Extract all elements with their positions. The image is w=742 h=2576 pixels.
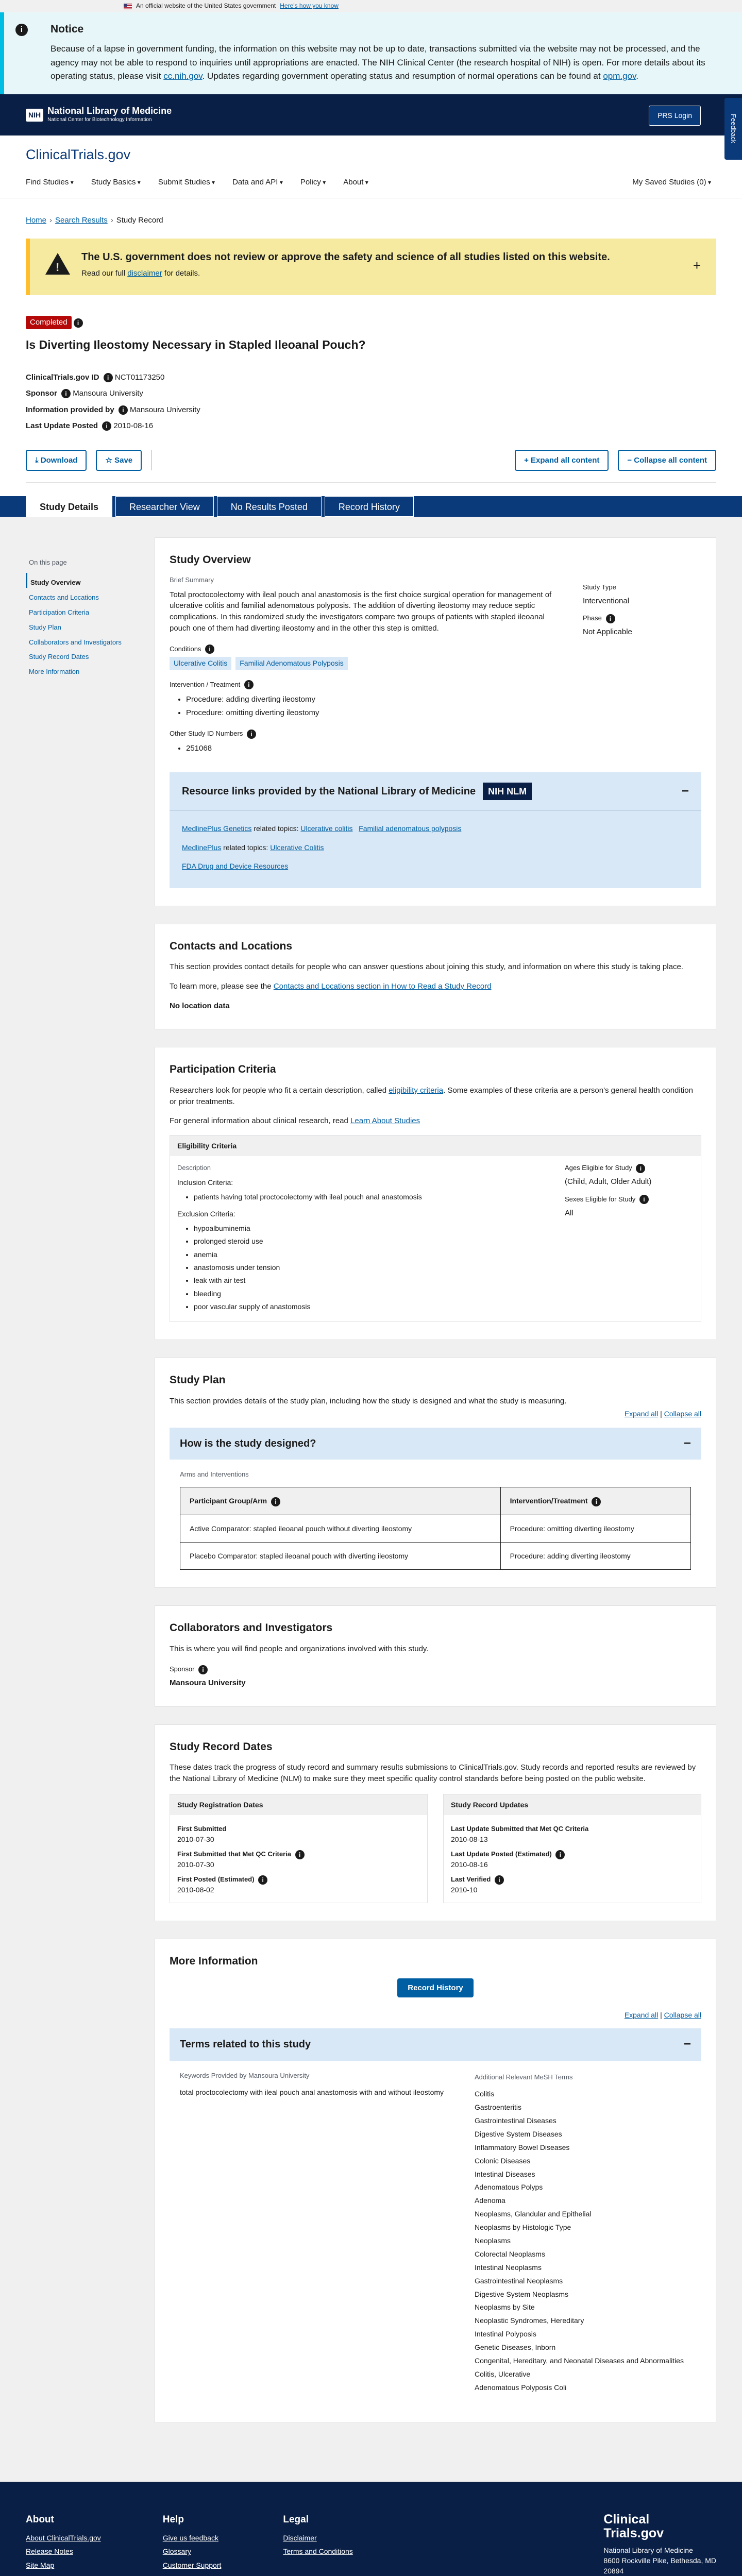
- alert-title: The U.S. government does not review or approve the safety and science of all studies listed on this website.: [81, 251, 610, 263]
- ages-label: Ages Eligible for Study i: [565, 1163, 694, 1173]
- registration-dates: Study Registration Dates First Submitted 2010-07-30 First Submitted that Met QC Criteria i 2010-07-30 First Posted (Estimated) i 2010-08-02: [170, 1794, 428, 1903]
- list-item: • leak with air test: [194, 1275, 565, 1285]
- list-item: • bleeding: [194, 1289, 565, 1299]
- collaborators: [155, 1605, 716, 1707]
- study-tabs: [0, 496, 742, 517]
- tab-researcher-view[interactable]: Researcher View: [115, 496, 214, 517]
- sexes: All: [565, 1208, 574, 1217]
- more-information: More Information Record History Expand all | Collapse all Terms related to this study − Keywords Provided by Mansoura University total proctocolectomy with ileal pouch anal anastomosis with and without ileostomy Additional Relevant MeSH Terms Colitis Gastroenteritis Gastrointestinal Diseases Digestive System Diseases Inflammatory Bowel Diseases Colonic Diseases Intestinal Diseases Adenomatous Polyps Adenoma Neoplasms, Glandular and Epithelial Neoplasms by Histologic Type Neoplasms Colorectal Neoplasms Intestinal Neoplasms Gastrointestinal Neoplasms Digestive System Neoplasms Neoplasms by Site Neoplastic Syndromes, Hereditary Intestinal Polyposis Genetic Diseases, Inborn Congenital, Hereditary, and Neonatal Diseases and Abnormalities Colitis, Ulcerative Adenomatous Polyposis Coli: [155, 1939, 716, 2423]
- eligibility-link[interactable]: eligibility criteria: [389, 1086, 444, 1095]
- footer-link[interactable]: Disclaimer: [283, 2534, 317, 2543]
- medlineplus-link[interactable]: MedlinePlus: [182, 843, 222, 852]
- cc-nih-link[interactable]: cc.nih.gov: [163, 71, 203, 81]
- clinicaltrials-logo[interactable]: ClinicalTrials.gov: [26, 147, 131, 163]
- mesh-term: Colitis, Ulcerative: [475, 2369, 531, 2378]
- mesh-term: Adenomatous Polyposis Coli: [475, 2383, 567, 2392]
- phase-label: Phase i: [583, 614, 701, 623]
- section-desc: This section provides contact details for people who can answer questions about joining this study, and information on where this study is taking place.: [170, 962, 683, 972]
- section-title: Study Record Dates: [170, 1740, 273, 1753]
- mesh-term: Digestive System Neoplasms: [475, 2290, 569, 2298]
- mesh-term: Gastrointestinal Neoplasms: [475, 2276, 563, 2285]
- mesh-term: Intestinal Diseases: [475, 2170, 535, 2178]
- info-icon[interactable]: i: [258, 1875, 267, 1885]
- collapse-resources-button[interactable]: −: [681, 784, 689, 798]
- study-plan: Study Plan This section provides details of the study plan, including how the study is designed and what the study is measuring. Expand all | Collapse all How is the study designed? − Arms and Interventions Participant Group/Arm i Intervention/Treatment i Active Comparator: stapled ileoanal pouch without diverting ileostomy Procedure: omitting diverting ileostomy Placebo Comparator: stapled ileoanal pouch with diverting ileostomy Procedure: adding diverting ileostomy: [155, 1358, 716, 1588]
- mesh-label: Additional Relevant MeSH Terms: [475, 2073, 573, 2081]
- info-icon[interactable]: i: [295, 1850, 305, 1859]
- mesh-term: Gastroenteritis: [475, 2103, 522, 2112]
- description-label: Description: [177, 1164, 211, 1172]
- opm-link[interactable]: opm.gov: [603, 71, 636, 81]
- footer-link[interactable]: Give us feedback: [162, 2534, 218, 2543]
- gov-banner-text: An official website of the United States government: [136, 2, 276, 10]
- notice-body: Because of a lapse in government funding, the information on this website may not be up to date, transactions submitted via the website may not be processed, and the agency may not be able to respond to inquiries until appropriations are enacted. The NIH Clinical Center (the research hospital of NIH) is open. For more details about its operating status, please visit cc.nih.gov. Updates regarding government operating status and resumption of normal operations can be found at opm.gov.: [50, 44, 705, 81]
- general-info: For general information about clinical research, read Learn About Studies: [170, 1116, 420, 1126]
- us-flag-icon: [124, 4, 132, 9]
- info-icon[interactable]: i: [119, 405, 128, 415]
- breadcrumb-search-results[interactable]: Search Results: [55, 216, 108, 225]
- tab-study-details[interactable]: Study Details: [26, 496, 112, 517]
- section-title: More Information: [170, 1955, 258, 1967]
- section-title: Collaborators and Investigators: [170, 1622, 333, 1634]
- section-title: Study Overview: [170, 554, 251, 566]
- prs-login-button[interactable]: PRS Login: [649, 106, 701, 125]
- no-location: No location data: [170, 1001, 230, 1010]
- resource-title: Resource links provided by the National Library of Medicine: [182, 785, 476, 797]
- mesh-term: Neoplasms by Histologic Type: [475, 2223, 571, 2232]
- info-icon[interactable]: i: [495, 1875, 504, 1885]
- section-desc: This is where you will find people and organizations involved with this study.: [170, 1644, 429, 1653]
- expand-alert-button[interactable]: +: [693, 258, 701, 274]
- mesh-term: Neoplasms, Glandular and Epithelial: [475, 2210, 592, 2218]
- site-footer: [0, 2482, 742, 2576]
- topic-link[interactable]: Ulcerative Colitis: [270, 843, 324, 852]
- mesh-term: Neoplasms: [475, 2236, 511, 2245]
- table-row: Placebo Comparator: stapled ileoanal pouch with diverting ileostomy Procedure: adding diverting ileostomy: [180, 1542, 691, 1569]
- list-item: • prolonged steroid use: [194, 1236, 565, 1246]
- fda-resources-link[interactable]: FDA Drug and Device Resources: [182, 862, 289, 871]
- mesh-term: Inflammatory Bowel Diseases: [475, 2143, 570, 2151]
- list-item: • Procedure: omitting diverting ileostomy: [186, 707, 562, 719]
- eligibility-box: [170, 1135, 701, 1322]
- breadcrumb: Home › Search Results › Study Record: [26, 216, 163, 225]
- footer-logo-address: Clinical Trials.gov National Library of Medicine 8600 Rockville Pike, Bethesda, MD 20894: [603, 2512, 716, 2575]
- footer-help-heading: Help: [162, 2514, 184, 2525]
- nct-id: NCT01173250: [114, 372, 165, 382]
- phase: Not Applicable: [583, 628, 632, 637]
- nav-about[interactable]: About ▾: [343, 177, 368, 188]
- list-item: • anemia: [194, 1249, 565, 1260]
- expand-all-link[interactable]: Expand all: [624, 1410, 659, 1418]
- sponsor-name: Mansoura University: [170, 1679, 246, 1688]
- study-type-label: Study Type: [583, 583, 616, 591]
- topic-link[interactable]: Ulcerative colitis: [300, 824, 353, 833]
- nav-study-basics[interactable]: Study Basics ▾: [91, 177, 141, 188]
- learn-about-studies-link[interactable]: Learn About Studies: [350, 1116, 420, 1126]
- info-icon[interactable]: i: [592, 1497, 601, 1506]
- sexes-label: Sexes Eligible for Study i: [565, 1195, 694, 1205]
- mesh-term: Colonic Diseases: [475, 2156, 531, 2165]
- toc-collaborators[interactable]: Collaborators and Investigators: [29, 638, 122, 646]
- study-type: Interventional: [583, 596, 630, 605]
- info-icon[interactable]: i: [247, 730, 256, 739]
- info-icon[interactable]: i: [639, 1195, 649, 1204]
- mesh-term: Congenital, Hereditary, and Neonatal Diseases and Abnormalities: [475, 2356, 684, 2365]
- funding-notice: [0, 12, 742, 94]
- table-header: Participant Group/Arm i: [180, 1487, 501, 1515]
- nav-find-studies[interactable]: Find Studies ▾: [26, 177, 74, 188]
- study-body: [0, 517, 742, 2481]
- collapse-all-button[interactable]: − Collapse all content: [618, 450, 716, 471]
- warning-icon: [45, 253, 70, 275]
- disclaimer-link[interactable]: disclaimer: [127, 269, 162, 278]
- contacts-locations: [155, 924, 716, 1030]
- toc-more-info[interactable]: More Information: [29, 668, 80, 676]
- info-icon[interactable]: i: [636, 1164, 645, 1173]
- section-title: Participation Criteria: [170, 1063, 276, 1076]
- keywords: total proctocolectomy with ileal pouch anal anastomosis with and without ileostomy: [180, 2088, 444, 2096]
- arms-table: [180, 1487, 691, 1570]
- collapse-all-link[interactable]: Collapse all: [664, 2011, 701, 2020]
- record-history-button[interactable]: Record History: [397, 1978, 474, 1997]
- gov-banner: [0, 0, 742, 12]
- info-icon[interactable]: i: [205, 645, 214, 654]
- nih-nlm-logo: NIH NLM: [483, 783, 532, 800]
- brief-summary-label: Brief Summary: [170, 575, 214, 584]
- heres-how-link[interactable]: Here's how you know: [280, 2, 339, 10]
- inclusion-label: Inclusion Criteria:: [177, 1178, 233, 1187]
- info-icon[interactable]: i: [61, 389, 71, 398]
- arms-label: Arms and Interventions: [180, 1470, 249, 1479]
- accordion-title: Terms related to this study: [180, 2039, 311, 2050]
- toc-study-plan[interactable]: Study Plan: [29, 623, 61, 631]
- footer-link[interactable]: About ClinicalTrials.gov: [26, 2534, 101, 2543]
- footer-link[interactable]: Site Map: [26, 2561, 55, 2569]
- expand-all-button[interactable]: + Expand all content: [515, 450, 609, 471]
- collapse-icon[interactable]: −: [683, 2037, 691, 2052]
- info-icon[interactable]: i: [198, 1665, 208, 1674]
- ages: (Child, Adult, Older Adult): [565, 1177, 652, 1187]
- study-header: [0, 295, 742, 483]
- collapse-icon[interactable]: −: [683, 1436, 691, 1450]
- save-button[interactable]: ☆ Save: [96, 450, 142, 471]
- footer-link[interactable]: Customer Support: [162, 2561, 222, 2569]
- toc-study-overview[interactable]: Study Overview: [30, 579, 81, 587]
- exclusion-list: [194, 1223, 565, 1312]
- last-update-date: 2010-08-16: [113, 421, 154, 431]
- study-facts: [583, 575, 701, 757]
- status-badge: Completed: [26, 316, 72, 329]
- participation-criteria: [155, 1047, 716, 1340]
- nih-logo[interactable]: NIH: [26, 109, 43, 121]
- section-desc: Researchers look for people who fit a certain description, called eligibility criteria. Some examples of these criteria are a person's general health condition or prior treatments.: [170, 1086, 693, 1106]
- info-icon[interactable]: i: [104, 373, 113, 382]
- provider-name: Mansoura University: [130, 405, 200, 414]
- mesh-term: Genetic Diseases, Inborn: [475, 2343, 556, 2352]
- breadcrumb-current: Study Record: [116, 216, 163, 225]
- mesh-term: Intestinal Polyposis: [475, 2330, 536, 2338]
- disclaimer-alert: [26, 239, 716, 295]
- study-design-accordion[interactable]: [170, 1428, 701, 1460]
- info-icon[interactable]: i: [244, 680, 254, 689]
- table-header: Intervention/Treatment i: [500, 1487, 690, 1515]
- mesh-term: Intestinal Neoplasms: [475, 2263, 542, 2272]
- toc-heading: On this page: [29, 558, 67, 567]
- study-meta: ClinicalTrials.gov ID i NCT01173250 Sponsor i Mansoura University Information provided by i Mansoura University Last Update Posted i 2010-08-16: [26, 372, 200, 431]
- record-updates: Study Record Updates Last Update Submitted that Met QC Criteria 2010-08-13 Last Update Posted (Estimated) i 2010-08-16 Last Verified i 2010-10: [443, 1794, 701, 1903]
- list-item: • poor vascular supply of anastomosis: [194, 1301, 565, 1312]
- nlm-resource-links: Resource links provided by the National Library of Medicine NIH NLM − MedlinePlus Genetics related topics: Ulcerative colitis Familial adenomatous polyposis MedlinePlus related topics: Ulcerative Colitis FDA Drug and Device Resources: [170, 772, 701, 888]
- page-toc: [26, 537, 134, 2440]
- mesh-term: Gastrointestinal Diseases: [475, 2116, 556, 2125]
- nlm-header: [0, 94, 742, 135]
- medlineplus-genetics-link[interactable]: MedlinePlus Genetics: [182, 824, 252, 833]
- alert-body: Read our full disclaimer for details.: [81, 269, 200, 278]
- my-saved-studies[interactable]: My Saved Studies (0) ▾: [632, 177, 711, 188]
- nlm-title[interactable]: National Library of Medicine National Center for Biotechnology Information: [47, 106, 172, 123]
- eligibility-title: Eligibility Criteria: [170, 1136, 701, 1156]
- accordion-title: How is the study designed?: [180, 1437, 316, 1449]
- breadcrumb-home[interactable]: Home: [26, 216, 47, 225]
- footer-link[interactable]: Terms and Conditions: [283, 2547, 353, 2556]
- nav-data-api[interactable]: Data and API ▾: [232, 177, 283, 188]
- exclusion-label: Exclusion Criteria:: [177, 1209, 235, 1218]
- nav-policy[interactable]: Policy ▾: [300, 177, 326, 188]
- info-icon[interactable]: i: [555, 1850, 565, 1859]
- sponsor-label: Sponsor i: [170, 1665, 701, 1674]
- study-overview: [155, 537, 716, 906]
- other-id-label: Other Study ID Numbers i: [170, 729, 562, 739]
- list-item: • Procedure: adding diverting ileostomy: [186, 694, 562, 705]
- info-icon: i: [15, 24, 28, 36]
- terms-accordion[interactable]: [170, 2028, 701, 2061]
- expand-all-link[interactable]: Expand all: [624, 2011, 659, 2020]
- toc-participation[interactable]: Participation Criteria: [29, 608, 90, 616]
- info-icon[interactable]: i: [606, 614, 615, 623]
- footer-about-heading: About: [26, 2514, 54, 2525]
- section-desc: These dates track the progress of study record and summary results submissions to ClinicalTrials.gov. Study records and reported results are reviewed by the National Library of Medicine (NLM) to make sure they meet specific quality control standards before being posted on the public website.: [170, 1763, 696, 1784]
- tab-no-results[interactable]: No Results Posted: [217, 496, 322, 517]
- download-button[interactable]: ⤓ Download: [26, 450, 87, 471]
- topic-link[interactable]: Familial adenomatous polyposis: [359, 824, 462, 833]
- info-icon[interactable]: i: [102, 421, 111, 431]
- list-item: • patients having total proctocolectomy with ileal pouch anal anastomosis: [194, 1192, 565, 1202]
- mesh-term: Neoplastic Syndromes, Hereditary: [475, 2316, 584, 2325]
- brief-summary: Total proctocolectomy with ileal pouch anal anastomosis is the first choice surgical operation for management of ulcerative colitis and familial adenomatous polyposis. The addition of diverting ileostomy may reduce septic complications. In this randomized study the investigators compare two groups of patients with stapled ileoanal pouch one of them had diverting ileostomy and in the other this step is omitted.: [170, 590, 552, 633]
- site-header: [0, 135, 742, 198]
- mesh-terms: [475, 2071, 691, 2395]
- section-desc: This section provides details of the study plan, including how the study is designed and what the study is measuring.: [170, 1396, 567, 1405]
- intervention-list: [186, 694, 562, 719]
- mesh-term: Adenomatous Polyps: [475, 2183, 543, 2192]
- nav-submit-studies[interactable]: Submit Studies ▾: [158, 177, 215, 188]
- conditions-label: Conditions i: [170, 645, 562, 654]
- collapse-all-link[interactable]: Collapse all: [664, 1410, 701, 1418]
- mesh-term: Colorectal Neoplasms: [475, 2249, 545, 2258]
- table-row: Active Comparator: stapled ileoanal pouch without diverting ileostomy Procedure: omitting diverting ileostomy: [180, 1515, 691, 1542]
- list-item: • hypoalbuminemia: [194, 1223, 565, 1233]
- section-title: Contacts and Locations: [170, 940, 293, 952]
- how-to-read-link[interactable]: Contacts and Locations section in How to Read a Study Record: [273, 981, 492, 991]
- condition-chip[interactable]: Familial Adenomatous Polyposis: [235, 657, 348, 669]
- toc-record-dates[interactable]: Study Record Dates: [29, 653, 89, 661]
- mesh-term: Digestive System Diseases: [475, 2129, 562, 2138]
- mesh-term: Adenoma: [475, 2196, 505, 2205]
- info-icon[interactable]: i: [74, 318, 83, 328]
- intervention-label: Intervention / Treatment i: [170, 680, 562, 690]
- section-title: Study Plan: [170, 1374, 226, 1386]
- main-nav: [26, 177, 716, 188]
- tab-record-history[interactable]: Record History: [325, 496, 414, 517]
- learn-more: To learn more, please see the Contacts and Locations section in How to Read a Study Record: [170, 981, 492, 991]
- footer-legal-heading: Legal: [283, 2514, 309, 2525]
- study-title: Is Diverting Ileostomy Necessary in Stapled Ileoanal Pouch?: [26, 338, 366, 352]
- info-icon[interactable]: i: [271, 1497, 280, 1506]
- feedback-tab[interactable]: Feedback: [724, 98, 742, 160]
- notice-title: Notice: [50, 23, 84, 35]
- mesh-term: Colitis: [475, 2090, 495, 2098]
- toc-contacts[interactable]: Contacts and Locations: [29, 594, 99, 601]
- list-item: • anastomosis under tension: [194, 1262, 565, 1273]
- footer-link[interactable]: Release Notes: [26, 2547, 73, 2556]
- action-row: [26, 450, 716, 483]
- footer-link[interactable]: Glossary: [162, 2547, 191, 2556]
- other-id: • 251068: [186, 743, 562, 754]
- sponsor-name: Mansoura University: [73, 389, 143, 398]
- main-content: [155, 537, 716, 2440]
- condition-chip[interactable]: Ulcerative Colitis: [170, 657, 231, 669]
- keywords-label: Keywords Provided by Mansoura University: [180, 2072, 310, 2080]
- study-record-dates: [155, 1724, 716, 1921]
- mesh-term: Neoplasms by Site: [475, 2303, 535, 2312]
